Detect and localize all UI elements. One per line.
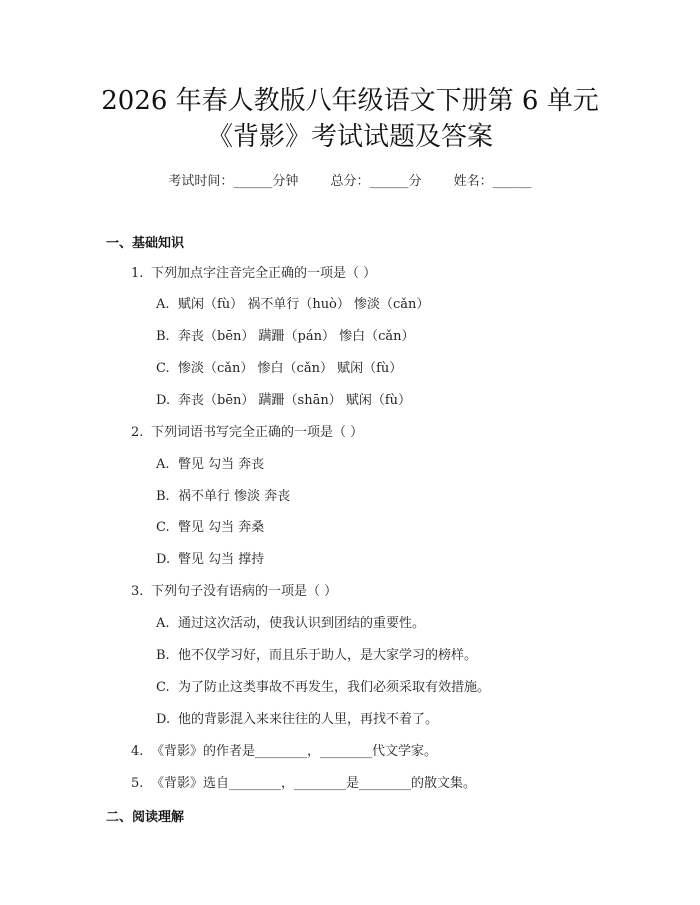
section-heading-basic-knowledge: 一、基础知识 xyxy=(106,236,185,251)
exam-total-score: 总分：______分 xyxy=(330,174,422,189)
question-text: 《背影》选自________，________是________的散文集。 xyxy=(151,776,477,791)
exam-name-field: 姓名：______ xyxy=(453,174,532,189)
exam-time: 考试时间：______分钟 xyxy=(168,174,299,189)
option-label: C. xyxy=(156,680,170,695)
option-text: 瞥见 勾当 撑持 xyxy=(178,552,265,567)
question-2 xyxy=(131,421,363,440)
option-label: D. xyxy=(156,552,171,567)
option-text: 奔丧（bēn） 蹒跚（pán） 惨白（cǎn） xyxy=(178,329,415,344)
option-label: B. xyxy=(156,489,170,504)
question-number: 1. xyxy=(131,266,144,281)
question-text: 下列加点字注音完全正确的一项是（ ） xyxy=(151,266,377,281)
option-text: 为了防止这类事故不再发生，我们必须采取有效措施。 xyxy=(178,680,491,695)
option-text: 赋闲（fù） 祸不单行（huò） 惨淡（cǎn） xyxy=(178,297,430,312)
question-2-option-c xyxy=(156,516,264,535)
question-text: 下列词语书写完全正确的一项是（ ） xyxy=(151,425,364,440)
option-label: B. xyxy=(156,329,170,344)
question-2-option-d xyxy=(156,548,264,567)
question-1-option-c xyxy=(156,357,402,376)
option-text: 祸不单行 惨淡 奔丧 xyxy=(178,489,291,504)
option-label: B. xyxy=(156,648,170,663)
option-text: 奔丧（bēn） 蹒跚（shān） 赋闲（fù） xyxy=(178,393,412,408)
question-3-option-a xyxy=(156,612,425,631)
option-label: A. xyxy=(156,457,170,472)
option-text: 惨淡（cǎn） 惨白（cǎn） 赋闲（fù） xyxy=(178,361,403,376)
option-text: 瞥见 勾当 奔丧 xyxy=(178,457,265,472)
question-3-option-c xyxy=(156,676,490,695)
option-text: 他不仅学习好，而且乐于助人，是大家学习的榜样。 xyxy=(178,648,478,663)
question-number: 4. xyxy=(131,744,144,759)
option-label: A. xyxy=(156,616,170,631)
question-text: 《背影》的作者是________，________代文学家。 xyxy=(151,744,438,759)
option-text: 瞥见 勾当 奔桑 xyxy=(178,520,265,535)
option-text: 他的背影混入来来往往的人里，再找不着了。 xyxy=(178,712,439,727)
exam-title-line1: 2026 年春人教版八年级语文下册第 6 单元 xyxy=(101,86,599,116)
question-4 xyxy=(131,740,437,759)
question-5 xyxy=(131,772,476,791)
question-2-option-a xyxy=(156,453,264,472)
question-number: 2. xyxy=(131,425,144,440)
question-1 xyxy=(131,262,376,281)
question-1-option-b xyxy=(156,325,415,344)
option-label: D. xyxy=(156,712,171,727)
question-1-option-d xyxy=(156,389,411,408)
option-label: A. xyxy=(156,297,170,312)
question-3-option-d xyxy=(156,708,438,727)
exam-title-line2: 《背影》考试试题及答案 xyxy=(206,122,493,152)
question-1-option-a xyxy=(156,293,429,312)
option-label: C. xyxy=(156,361,170,376)
question-number: 3. xyxy=(131,584,144,599)
question-3-option-b xyxy=(156,644,477,663)
question-3 xyxy=(131,580,337,599)
question-number: 5. xyxy=(131,776,144,791)
option-text: 通过这次活动，使我认识到团结的重要性。 xyxy=(178,616,426,631)
question-2-option-b xyxy=(156,485,290,504)
option-label: C. xyxy=(156,520,170,535)
question-text: 下列句子没有语病的一项是（ ） xyxy=(151,584,338,599)
exam-meta xyxy=(0,170,700,189)
option-label: D. xyxy=(156,393,171,408)
section-heading-reading-comprehension: 二、阅读理解 xyxy=(106,810,185,825)
